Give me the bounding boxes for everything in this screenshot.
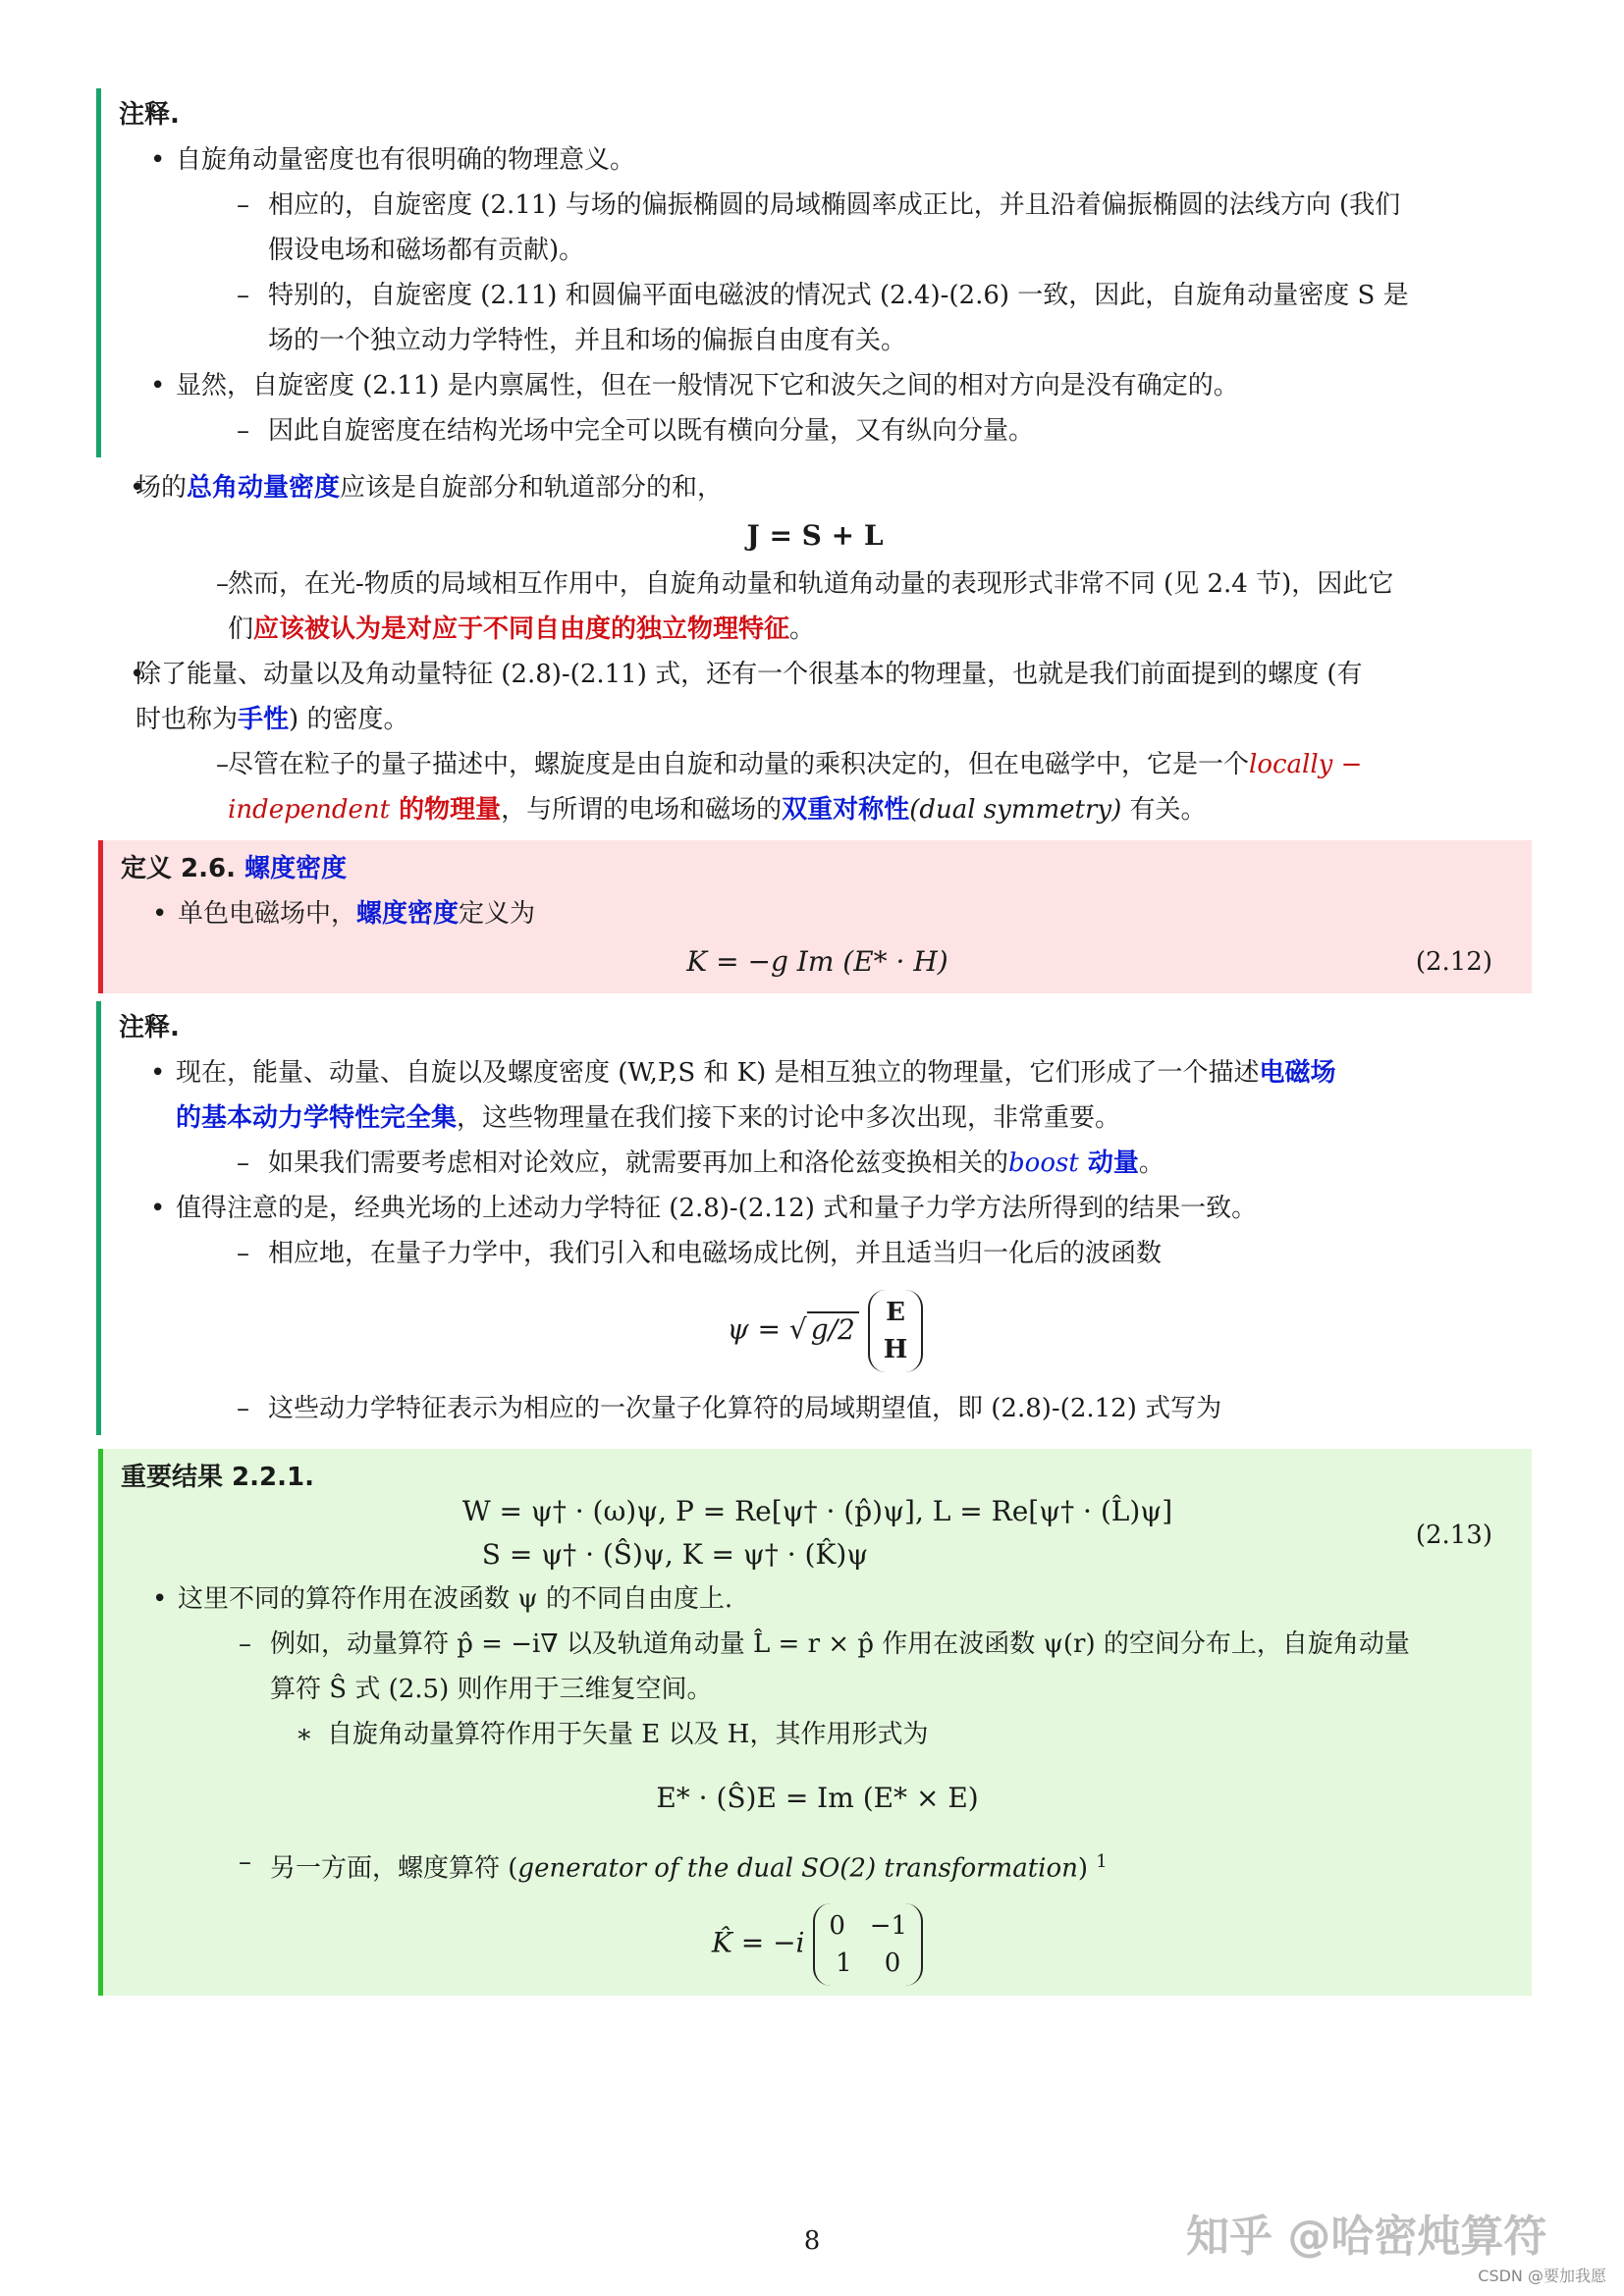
list-item-continued: 算符 Ŝ 式 (2.5) 则作用于三维复空间。 — [270, 1675, 713, 1704]
equation-helicity-operator: K̂ = −i 0 −1 1 0 — [121, 1903, 1514, 1986]
list-item: • 自旋角动量密度也有很明确的物理意义。 — [119, 137, 1532, 183]
highlight-term: 螺度密度 — [356, 899, 460, 929]
list-item: – 如果我们需要考虑相对论效应，就需要再加上和洛伦兹变换相关的boost 动量。 — [119, 1141, 1532, 1186]
page-number: 8 — [803, 2226, 821, 2256]
paragraph-continued: 时也称为手性) 的密度。 — [135, 705, 409, 734]
highlight-red: 应该被认为是对应于不同自由度的独立物理特征 — [253, 614, 790, 644]
list-item-continued: 场的一个独立动力学特性，并且和场的偏振自由度有关。 — [268, 326, 907, 355]
list-item-continued: 假设电场和磁场都有贡献)。 — [268, 236, 585, 265]
equation-psi: ψ = √ g/2 E H — [119, 1290, 1532, 1372]
list-item: – 然而，在光-物质的局域相互作用中，自旋角动量和轨道角动量的表现形式非常不同 (见 2.4 节)，因此它 — [98, 561, 1532, 607]
definition-heading: 定义 2.6. 螺度密度 — [121, 854, 348, 883]
definition-box — [98, 840, 1532, 993]
result-heading: 重要结果 2.2.1. — [121, 1463, 314, 1492]
equation-number: (2.12) — [1415, 947, 1492, 977]
equation-operators: W = ψ† · (ω)ψ, P = Re[ψ† · (p̂)ψ], L = Re[ψ† · (L̂)ψ] S = ψ† · (Ŝ)ψ, K = ψ† · (K̂)ψ (2.13) — [461, 1495, 1492, 1571]
equation-J: J = S + L — [746, 519, 884, 552]
list-item: – 特别的，自旋密度 (2.11) 和圆偏平面电磁波的情况式 (2.4)-(2.6) 一致，因此，自旋角动量密度 S 是 — [119, 273, 1532, 318]
note-box-1 — [96, 88, 1532, 457]
italic-red-term: locally − — [1249, 750, 1363, 779]
list-item: – 因此自旋密度在结构光场中完全可以既有横向分量，又有纵向分量。 — [119, 408, 1532, 454]
list-item: – 这些动力学特征表示为相应的一次量子化算符的局域期望值，即 (2.8)-(2.12) 式写为 — [119, 1386, 1532, 1431]
watermark: 知乎 @哈密炖算符 — [1186, 2212, 1547, 2262]
equation-helicity: K = −g Im (E* · H) (2.12) — [121, 936, 1514, 988]
list-item: • 显然，自旋密度 (2.11) 是内禀属性，但在一般情况下它和波矢之间的相对方向是没有确定的。 — [119, 363, 1532, 408]
equation-spin-operator: E* · (Ŝ)E = Im (E* × E) — [656, 1782, 979, 1814]
list-item: • 现在，能量、动量、自旋以及螺度密度 (W,P,S 和 K) 是相互独立的物理量，它们形成了一个描述电磁场 — [119, 1050, 1532, 1095]
list-item: – 相应地，在量子力学中，我们引入和电磁场成比例，并且适当归一化后的波函数 — [119, 1231, 1532, 1276]
highlight-term: 总角动量密度 — [187, 473, 341, 503]
paragraph-helicity: • 除了能量、动量以及角动量特征 (2.8)-(2.11) 式，还有一个很基本的物理量，也就是我们前面提到的螺度 (有 — [98, 652, 1532, 697]
list-item-continued: 们应该被认为是对应于不同自由度的独立物理特征。 — [228, 614, 816, 644]
paragraph-total-angular-momentum: • 场的总角动量密度应该是自旋部分和轨道部分的和， — [98, 465, 1532, 510]
credit-text: CSDN @要加我愿 — [1478, 2267, 1606, 2285]
list-item-continued: 的基本动力学特性完全集，这些物理量在我们接下来的讨论中多次出现，非常重要。 — [176, 1103, 1121, 1133]
note-box-2 — [96, 1001, 1532, 1435]
result-box — [98, 1449, 1532, 1996]
highlight-term: 双重对称性 — [782, 795, 910, 825]
matrix-K: 0 −1 1 0 — [813, 1903, 923, 1986]
note-heading: 注释. — [119, 1013, 180, 1042]
list-item: • 值得注意的是，经典光场的上述动力学特征 (2.8)-(2.12) 式和量子力学方法所得到的结果一致。 — [119, 1186, 1532, 1231]
highlight-term: 手性 — [238, 705, 290, 734]
list-item: – 相应的，自旋密度 (2.11) 与场的偏振椭圆的局域椭圆率成正比，并且沿着偏振椭圆的法线方向 (我们 — [119, 183, 1532, 228]
list-item: – 另一方面，螺度算符 (generator of the dual SO(2) transformation) $^1$ — [121, 1840, 1514, 1892]
matrix-EH: E H — [868, 1290, 924, 1372]
list-item-continued: independent 的物理量，与所谓的电场和磁场的双重对称性(dual symmetry) 有关。 — [228, 795, 1207, 825]
list-item: ∗ 自旋角动量算符作用于矢量 E 以及 H，其作用形式为 — [121, 1712, 1514, 1757]
list-item: – 例如，动量算符 p̂ = −i∇ 以及轨道角动量 L̂ = r × p̂ 作用在波函数 ψ(r) 的空间分布上，自旋角动量 — [121, 1622, 1514, 1667]
list-item: • 这里不同的算符作用在波函数 ψ 的不同自由度上. — [121, 1576, 1514, 1622]
note-heading: 注释. — [119, 100, 180, 130]
list-item: – 尽管在粒子的量子描述中，螺旋度是由自旋和动量的乘积决定的，但在电磁学中，它是一个locally − — [98, 742, 1532, 787]
equation-number: (2.13) — [1415, 1521, 1492, 1550]
list-item: • 单色电磁场中，螺度密度定义为 — [121, 891, 1514, 936]
